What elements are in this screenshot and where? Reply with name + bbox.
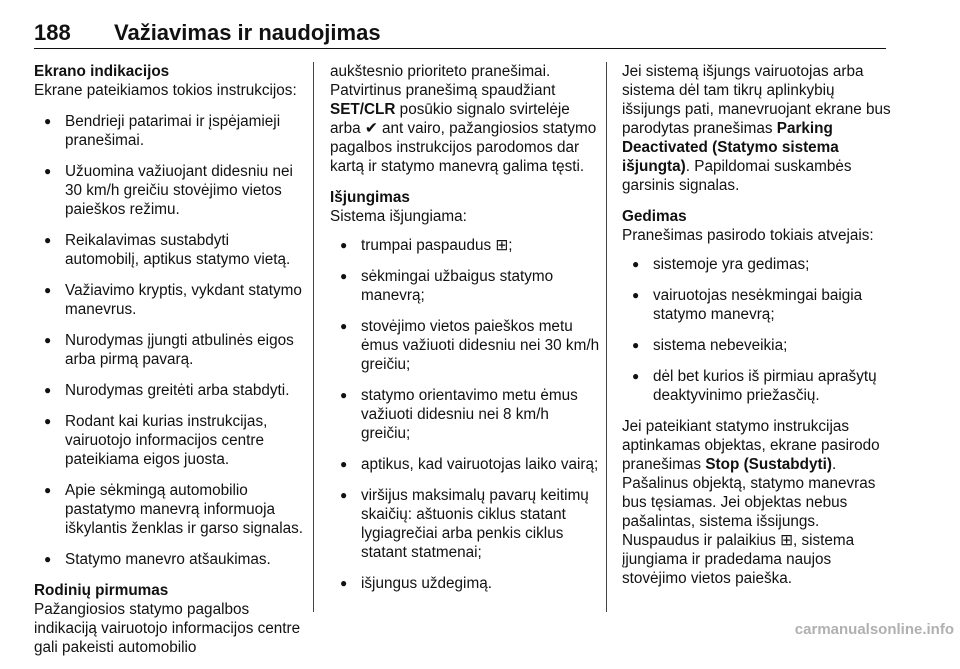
text-span: . Papildomai suskambės garsinis signalas. — [622, 158, 852, 194]
section-heading-screen-indications: Ekrano indikacijos — [34, 63, 170, 80]
instruction-list — [34, 112, 304, 569]
deactivation-list — [330, 236, 600, 593]
list-item: ● sistema nebeveikia; — [622, 336, 892, 355]
section-heading-deactivation: Išjungimas — [330, 189, 410, 206]
list-item: ● Statymo manevro atšaukimas. — [34, 550, 304, 569]
list-item: ● Nurodymas greitėti arba stabdyti. — [34, 381, 304, 400]
list-item: ● aptikus, kad vairuotojas laiko vairą; — [330, 455, 600, 474]
section-heading-fault: Gedimas — [622, 208, 687, 225]
list-item: ● statymo orientavimo metu ėmus važiuoti didesniu nei 8 km/h greičiu; — [330, 386, 600, 443]
text-span: ant vairo, pažangiosios statymo pagalbos instrukcijos parodomos dar kartą ir statymo manevrą galima tęsti. — [330, 120, 597, 175]
text-span: trumpai paspaudus — [361, 237, 496, 254]
list-item: ● Važiavimo kryptis, vykdant statymo manevrus. — [34, 281, 304, 319]
text-span: . Pašalinus objektą, statymo manevras bus tęsiamas. Jei objektas nebus pašalintas, sistema išsijungs. Nuspaudus ir palaikius — [622, 456, 876, 549]
column-3 — [622, 62, 892, 600]
section-heading-display-priority: Rodinių pirmumas — [34, 582, 169, 599]
list-item: ● stovėjimo vietos paieškos metu ėmus važiuoti didesniu nei 30 km/h greičiu; — [330, 317, 600, 374]
list-item — [330, 236, 600, 255]
parking-deactivated-message: Parking Deactivated (Statymo sistema išjungta) — [622, 120, 839, 175]
column-divider-2 — [606, 62, 607, 612]
priority-continued-paragraph — [330, 62, 600, 176]
priority-paragraph: Pažangiosios statymo pagalbos indikaciją vairuotojo informacijos centre gali pakeisti automobilio — [34, 601, 301, 656]
text-span: Jei sistemą išjungs vairuotojas arba sistema dėl tam tikrų aplinkybių išsijungs pati, manevruojant ekrane bus parodytas pranešimas — [622, 63, 891, 137]
list-item: ● Apie sėkmingą automobilio pastatymo manevrą informuoja iškylantis ženklas ir garso signalas. — [34, 481, 304, 538]
text-span: ; — [508, 237, 513, 254]
column-1 — [34, 62, 304, 669]
column-2 — [330, 62, 600, 605]
list-item: ● Bendrieji patarimai ir įspėjamieji pranešimai. — [34, 112, 304, 150]
list-item: ● vairuotojas nesėkmingai baigia statymo manevrą; — [622, 286, 892, 324]
list-item: ● sistemoje yra gedimas; — [622, 255, 892, 274]
object-detected-paragraph — [622, 417, 892, 588]
text-span: aukštesnio prioriteto pranešimai. Patvirtinus pranešimą spaudžiant — [330, 63, 556, 99]
text-span: , sistema įjungiama ir pradedama naujos stovėjimo vietos paieška. — [622, 532, 855, 587]
fault-intro: Pranešimas pasirodo tokiais atvejais: — [622, 227, 874, 244]
stop-message: Stop (Sustabdyti) — [705, 456, 832, 473]
check-icon: ✔ — [364, 120, 378, 137]
deactivation-intro: Sistema išjungiama: — [330, 208, 467, 225]
page-header — [34, 20, 886, 49]
list-item: ● Rodant kai kurias instrukcijas, vairuotojo informacijos centre pateikiama eigos juosta. — [34, 412, 304, 469]
page-number: 188 — [34, 20, 71, 45]
list-item: ● sėkmingai užbaigus statymo manevrą; — [330, 267, 600, 305]
text-span: Jei pateikiant statymo instrukcijas aptinkamas objektas, ekrane pasirodo pranešimas — [622, 418, 880, 473]
set-clr-label: SET/CLR — [330, 101, 396, 118]
parking-assist-icon: ⊞ — [495, 237, 509, 254]
intro-paragraph: Ekrane pateikiamos tokios instrukcijos: — [34, 82, 297, 99]
fault-list — [622, 255, 892, 405]
watermark: carmanualsonline.info — [794, 621, 954, 638]
deactivation-message-paragraph — [622, 62, 892, 195]
text-span: posūkio signalo svirtelėje arba — [330, 101, 570, 137]
list-item: ● Nurodymas įjungti atbulinės eigos arba pirmą pavarą. — [34, 331, 304, 369]
list-item: ● Užuomina važiuojant didesniu nei 30 km/h greičiu stovėjimo vietos paieškos režimu. — [34, 162, 304, 219]
list-item: ● viršijus maksimalų pavarų keitimų skaičių: aštuonis ciklus statant lygiagrečiai arba penkis ciklus statant statmenai; — [330, 486, 600, 562]
list-item: ● Reikalavimas sustabdyti automobilį, aptikus statymo vietą. — [34, 231, 304, 269]
column-divider-1 — [313, 62, 314, 612]
list-item: ● išjungus uždegimą. — [330, 574, 600, 593]
list-item: ● dėl bet kurios iš pirmiau aprašytų deaktyvinimo priežasčių. — [622, 367, 892, 405]
parking-assist-icon: ⊞ — [780, 532, 793, 549]
page-title: Važiavimas ir naudojimas — [114, 20, 381, 45]
